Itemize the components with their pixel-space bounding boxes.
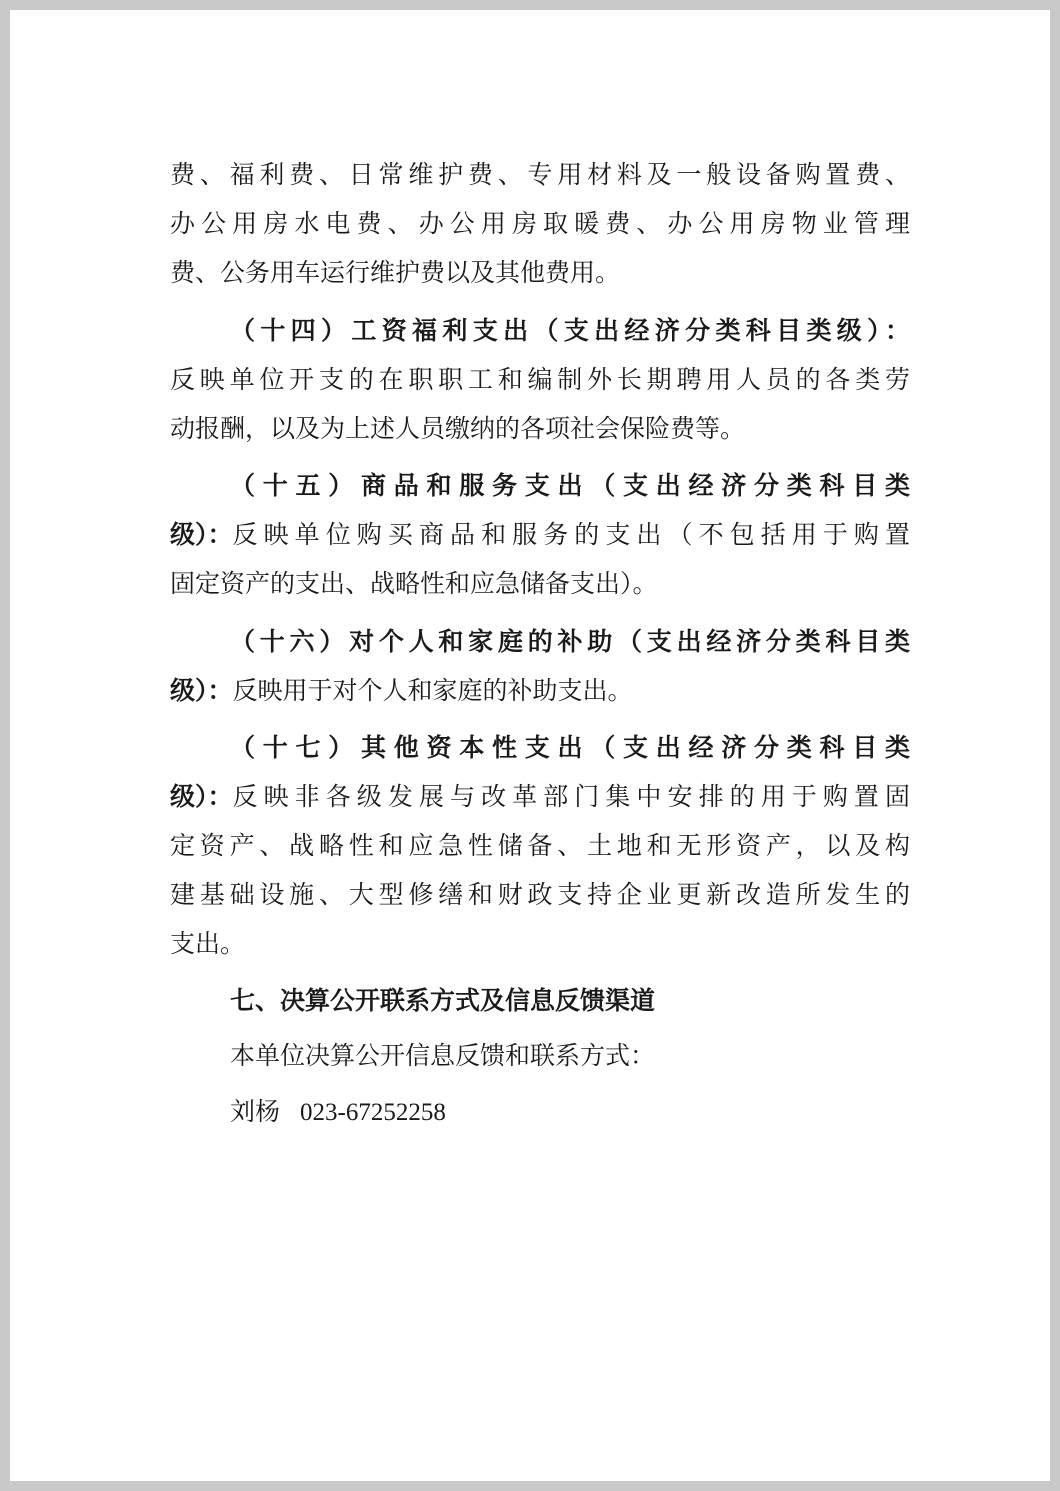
text-line xyxy=(170,777,910,817)
document-page xyxy=(10,10,1050,1481)
text-line: 费、公务用车运行维护费以及其他费用。 xyxy=(170,258,621,287)
text-line: 办公用房水电费、办公用房取暖费、办公用房物业管理 xyxy=(170,209,910,238)
contact-intro: 本单位决算公开信息反馈和联系方式： xyxy=(230,1041,656,1070)
heading-tail: 级）： xyxy=(170,782,233,811)
heading-tail: 级）： xyxy=(170,520,233,549)
text-line: 动报酬，以及为上述人员缴纳的各项社会保险费等。 xyxy=(170,414,746,443)
text-line: 建基础设施、大型修缮和财政支持企业更新改造所发生的 xyxy=(170,880,910,909)
contact-line xyxy=(230,1092,910,1132)
section-title: 七、决算公开联系方式及信息反馈渠道 xyxy=(230,986,656,1015)
contact-phone: 023-67252258 xyxy=(300,1099,446,1126)
text-span: 反映用于对个人和家庭的补助支出。 xyxy=(232,676,633,705)
text-line: 定资产、战略性和应急性储备、土地和无形资产，以及构 xyxy=(170,831,910,860)
text-line: 费、福利费、日常维护费、专用材料及一般设备购置费、 xyxy=(170,160,910,189)
contact-name: 刘杨 xyxy=(230,1097,281,1126)
text-span: 反映单位购买商品和服务的支出（不包括用于购置 xyxy=(232,520,910,549)
section-heading: （十五）商品和服务支出（支出经济分类科目类 xyxy=(230,471,910,500)
text-line: 固定资产的支出、战略性和应急储备支出）。 xyxy=(170,569,658,598)
text-line xyxy=(170,671,910,711)
heading-tail: 级）： xyxy=(170,676,233,705)
section-heading: （十六）对个人和家庭的补助（支出经济分类科目类 xyxy=(230,627,910,656)
text-line: 反映单位开支的在职职工和编制外长期聘用人员的各类劳 xyxy=(170,365,910,394)
section-heading: （十七）其他资本性支出（支出经济分类科目类 xyxy=(230,733,910,762)
section-heading: （十四）工资福利支出（支出经济分类科目类级）： xyxy=(230,316,910,345)
text-span: 反映非各级发展与改革部门集中安排的用于购置固 xyxy=(232,782,910,811)
text-line: 支出。 xyxy=(170,929,246,958)
text-line xyxy=(170,515,910,555)
